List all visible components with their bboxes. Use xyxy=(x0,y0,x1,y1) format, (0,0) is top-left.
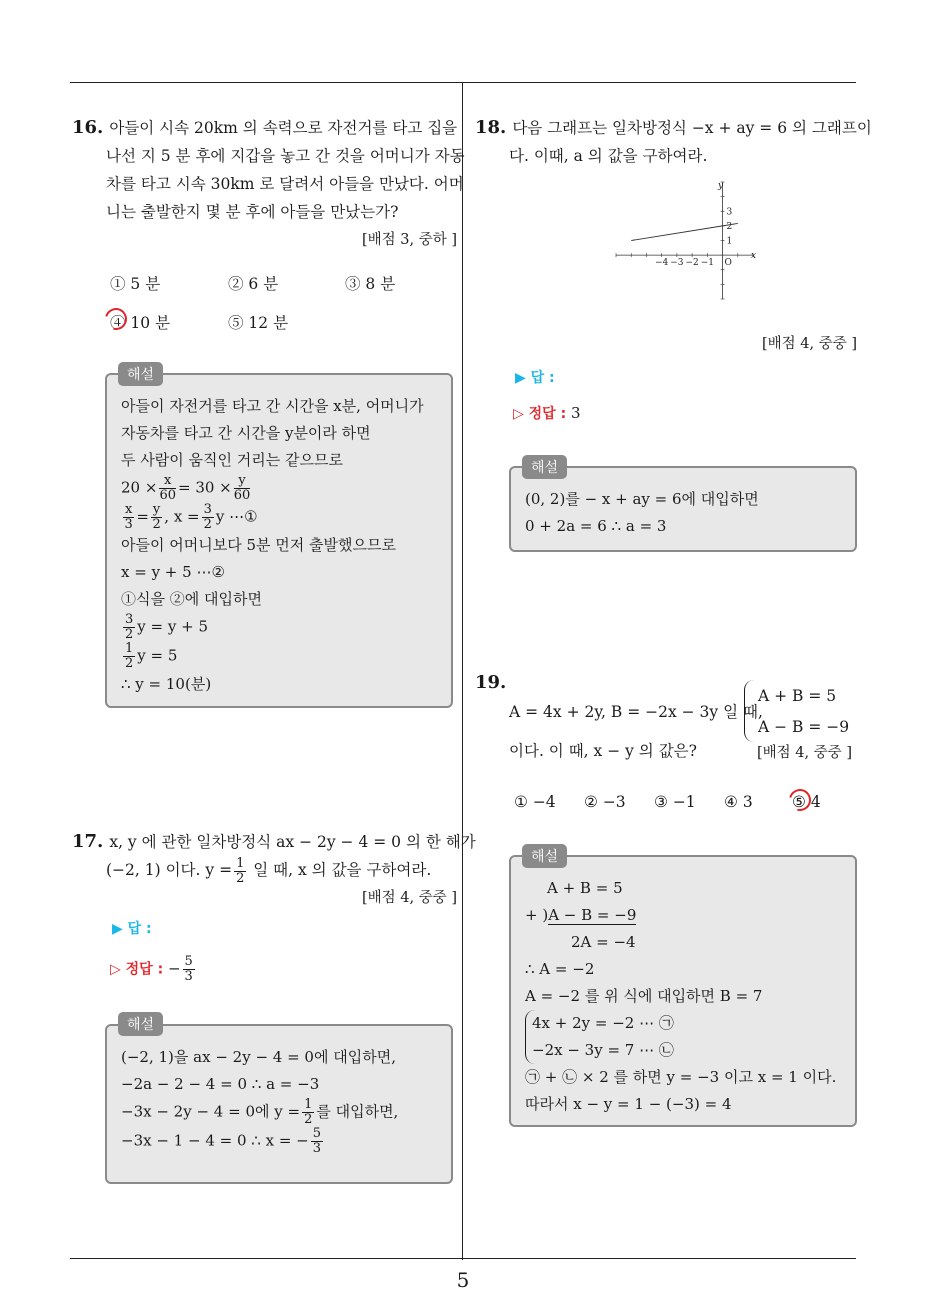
question-text: 나선 지 5 분 후에 지갑을 놓고 간 것을 어머니가 자동 xyxy=(106,147,465,165)
answer-row xyxy=(515,367,555,387)
explanation-line: 두 사람이 움직인 거리는 같으므로 xyxy=(121,451,343,469)
y-tick-label: 3 xyxy=(726,207,733,218)
correct-answer-row: ▷ 정답 : − $\frac{5}{3}$ xyxy=(110,954,193,984)
system-equation: A − B = −9 xyxy=(758,718,850,736)
explanation-line: ∴ y = 10(분) xyxy=(121,675,212,693)
explanation-tag: 해설 xyxy=(522,455,567,479)
option-3[interactable]: ③ −1 xyxy=(654,793,696,811)
question-16 xyxy=(72,114,465,249)
explanation-line: + )A − B = −9 xyxy=(525,906,637,924)
explanation-line: A + B = 5 xyxy=(547,879,623,897)
x-tick-label: −1 xyxy=(700,258,714,269)
explanation-line: −3x − 2y − 4 = 0에 y = $\frac{1}{2}$ 를 대입하면, xyxy=(121,1097,399,1127)
option-2[interactable]: ② 6 분 xyxy=(228,275,279,293)
question-number: 17. xyxy=(72,831,104,852)
graph-ticks xyxy=(616,182,753,299)
explanation-line: x = y + 5 ⋯② xyxy=(121,563,225,581)
graph-axes xyxy=(616,182,753,299)
correct-label: ▷ 정답 : xyxy=(110,961,164,978)
question-text: A = 4x + 2y, B = −2x − 3y 일 때, xyxy=(509,703,763,721)
option-3[interactable]: ③ 8 분 xyxy=(345,275,396,293)
question-19 xyxy=(475,672,512,693)
explanation-tag: 해설 xyxy=(118,1012,163,1036)
correct-answer-row xyxy=(513,403,581,423)
explanation-line: 0 + 2a = 6 ∴ a = 3 xyxy=(525,517,667,535)
option-2[interactable]: ② −3 xyxy=(584,793,626,811)
explanation-line: 20 × $\frac{x}{60}$ = 30 × $\frac{y}{60}$ xyxy=(121,473,251,503)
system-brace xyxy=(525,1010,841,1064)
answer-row xyxy=(112,918,152,938)
question-number: 16. xyxy=(72,117,104,138)
y-tick-label: 1 xyxy=(726,236,733,247)
question-text: x, y 에 관한 일차방정식 ax − 2y − 4 = 0 의 한 해가 xyxy=(109,833,476,851)
question-text: 다. 이때, a 의 값을 구하여라. xyxy=(509,147,708,165)
explanation-tag: 해설 xyxy=(522,844,567,868)
explanation-line: $\frac{x}{3}$ = $\frac{y}{2}$ , x = $\frac{3}{2}$ y ⋯① xyxy=(124,502,258,532)
answer-label: ▶ 답 : xyxy=(112,921,152,937)
explanation-line: 4x + 2y = −2 ⋯ ㉠ xyxy=(532,1014,674,1032)
page-number: 5 xyxy=(456,1268,470,1292)
footer-rule xyxy=(70,1258,856,1259)
score-meta: [배점 3, 중하 ] xyxy=(361,232,457,248)
question-text: 다음 그래프는 일차방정식 −x + ay = 6 의 그래프이 xyxy=(512,119,872,137)
question-number: 18. xyxy=(475,117,507,138)
question-text: 차를 타고 시속 30km 로 달려서 아들을 만났다. 어머 xyxy=(106,175,464,193)
option-1[interactable]: ① 5 분 xyxy=(110,275,161,293)
explanation-box-17 xyxy=(105,1024,453,1184)
explanation-line: 2A = −4 xyxy=(571,933,636,951)
system-brace xyxy=(744,680,755,742)
x-axis-label: x xyxy=(751,251,757,262)
explanation-line: 아들이 자전거를 타고 간 시간을 x분, 어머니가 xyxy=(121,397,424,415)
question-text: 니는 출발한지 몇 분 후에 아들을 만났는가? xyxy=(106,203,399,221)
explanation-line: (−2, 1)을 ax − 2y − 4 = 0에 대입하면, xyxy=(121,1048,396,1066)
question-17 xyxy=(72,828,476,912)
score-meta: [배점 4, 중중 ] xyxy=(756,745,852,761)
graph-18 xyxy=(612,178,757,303)
option-5[interactable]: ⑤ 12 분 xyxy=(228,314,289,332)
origin-label: O xyxy=(724,258,732,269)
explanation-line: ∴ A = −2 xyxy=(525,960,595,978)
graph-line xyxy=(631,223,738,240)
explanation-box-16 xyxy=(105,373,453,708)
explanation-line: ①식을 ②에 대입하면 xyxy=(121,590,262,608)
system-equation: A + B = 5 xyxy=(758,687,837,705)
x-tick-label: −4 xyxy=(655,258,669,269)
explanation-line: $\frac{3}{2}$ y = y + 5 xyxy=(125,612,208,642)
explanation-box-19 xyxy=(509,855,857,1127)
y-tick-label: 2 xyxy=(726,221,733,232)
option-5[interactable]: ⑤ 4 xyxy=(792,793,821,811)
question-18 xyxy=(475,114,872,170)
explanation-line: ㉠ + ㉡ × 2 를 하면 y = −3 이고 x = 1 이다. xyxy=(525,1068,837,1086)
score-meta: [배점 4, 중중 ] xyxy=(361,889,457,906)
header-rule xyxy=(70,82,856,83)
explanation-line: −3x − 1 − 4 = 0 ∴ x = − $\frac{5}{3}$ xyxy=(121,1126,322,1156)
correct-label: ▷ 정답 : xyxy=(513,406,567,422)
score-meta: [배점 4, 중중 ] xyxy=(761,336,857,352)
correct-value: − xyxy=(167,959,181,978)
explanation-line: (0, 2)를 − x + ay = 6에 대입하면 xyxy=(525,490,759,508)
question-number: 19. xyxy=(475,672,507,693)
explanation-line: $\frac{1}{2}$ y = 5 xyxy=(125,641,178,671)
explanation-line: A = −2 를 위 식에 대입하면 B = 7 xyxy=(525,987,763,1005)
question-text: (−2, 1) 이다. y = $\frac{1}{2}$ 일 때, x 의 값을 구하여라. xyxy=(106,855,432,886)
explanation-line: −2x − 3y = 7 ⋯ ㉡ xyxy=(532,1041,674,1059)
explanation-line: 따라서 x − y = 1 − (−3) = 4 xyxy=(525,1095,732,1113)
graph-series-line xyxy=(631,223,738,240)
explanation-line: 아들이 어머니보다 5분 먼저 출발했으므로 xyxy=(121,536,396,554)
question-text: 이다. 이 때, x − y 의 값은? xyxy=(509,742,697,760)
explanation-tag: 해설 xyxy=(118,362,163,386)
option-4[interactable]: ④ 3 xyxy=(724,793,753,811)
x-tick-label: −2 xyxy=(685,258,699,269)
explanation-line: −2a − 2 − 4 = 0 ∴ a = −3 xyxy=(121,1075,320,1093)
question-text: 아들이 시속 20km 의 속력으로 자전거를 타고 집을 xyxy=(109,119,458,137)
column-divider xyxy=(462,83,463,1260)
y-axis-label: y xyxy=(718,181,724,191)
correct-value: 3 xyxy=(570,404,581,422)
option-4[interactable]: ④ 10 분 xyxy=(110,314,171,332)
x-tick-label: −3 xyxy=(670,258,684,269)
answer-label: ▶ 답 : xyxy=(515,370,555,386)
option-1[interactable]: ① −4 xyxy=(514,793,556,811)
explanation-line: 자동차를 타고 간 시간을 y분이라 하면 xyxy=(121,424,371,442)
